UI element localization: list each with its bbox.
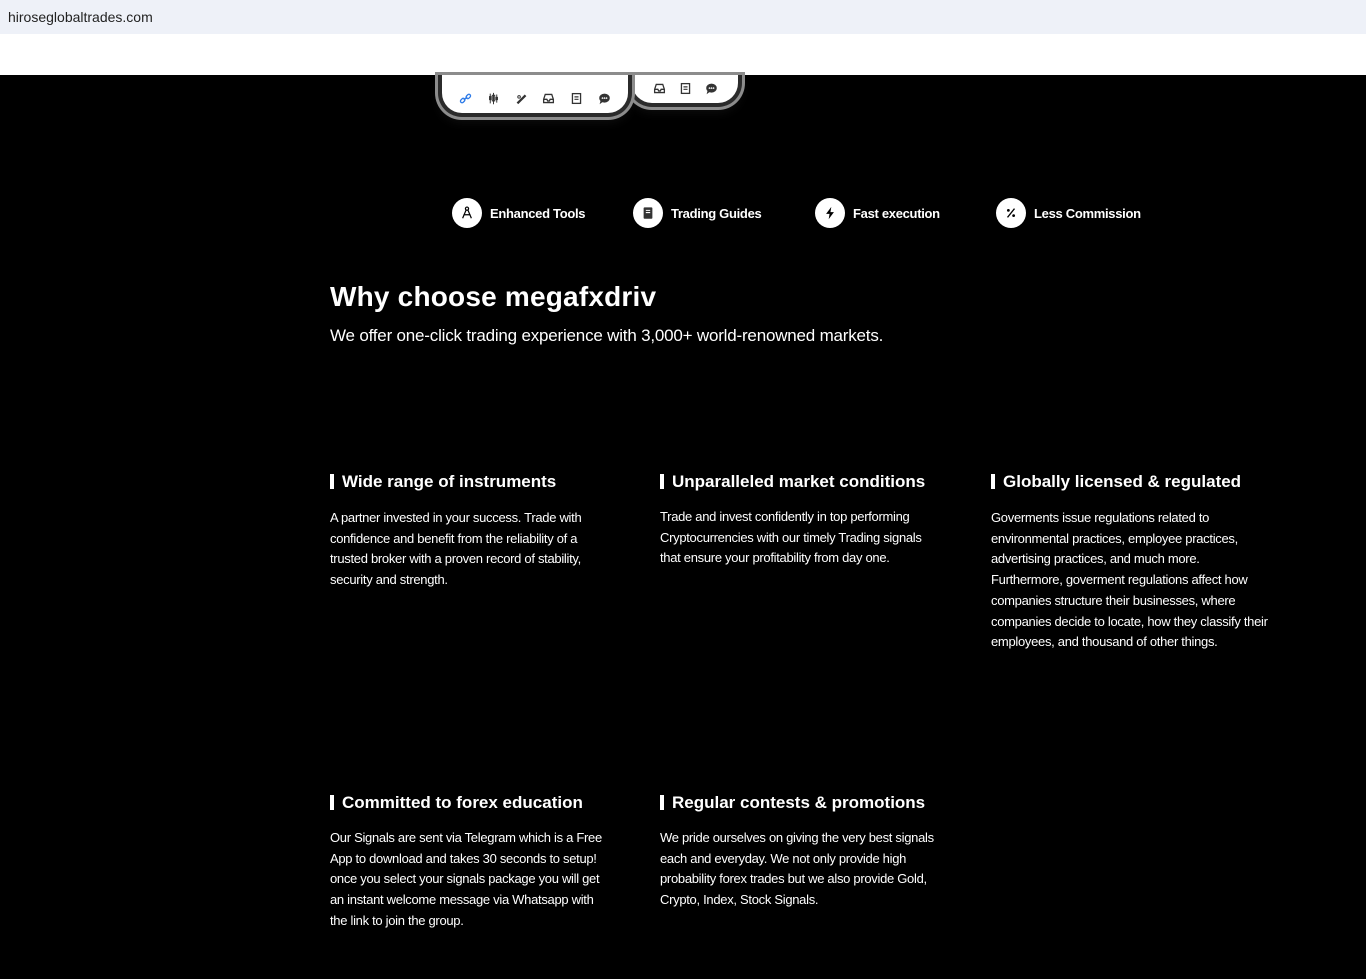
card-text: Trade and invest confidently in top performing Cryptocurrencies with our timely Trading signals that ensure your profitability from day one. xyxy=(660,509,922,566)
phone-mockup-back xyxy=(628,75,742,107)
receipt-icon xyxy=(569,91,583,105)
title-accent-bar xyxy=(660,474,664,489)
title-accent-bar xyxy=(330,474,334,489)
feature-label: Less Commission xyxy=(1034,205,1141,221)
candlestick-icon xyxy=(486,91,500,105)
feature-card-education xyxy=(330,793,610,932)
link-icon xyxy=(459,91,473,105)
card-title: Unparalleled market conditions xyxy=(660,472,945,492)
url-text[interactable]: hiroseglobaltrades.com xyxy=(8,9,153,25)
feature-card-regulated xyxy=(991,472,1271,653)
feature-label: Enhanced Tools xyxy=(490,205,586,221)
phone-mockup-front xyxy=(438,75,632,117)
card-text: A partner invested in your success. Trade with confidence and benefit from the reliability of a trusted broker with a proven record of stability, security and strength. xyxy=(330,510,582,588)
inbox-icon xyxy=(542,91,556,105)
pen-icon xyxy=(514,91,528,105)
compass-icon xyxy=(452,198,482,228)
feature-fast-execution xyxy=(815,197,940,229)
bolt-icon xyxy=(815,198,845,228)
address-bar[interactable] xyxy=(0,0,1366,34)
card-title: Wide range of instruments xyxy=(330,472,610,492)
feature-enhanced-tools xyxy=(452,197,585,229)
feature-label: Trading Guides xyxy=(671,205,762,221)
card-title: Regular contests & promotions xyxy=(660,793,945,813)
card-title: Committed to forex education xyxy=(330,793,610,813)
feature-less-commission xyxy=(996,197,1141,229)
features-row xyxy=(0,197,1366,229)
title-accent-bar xyxy=(660,795,664,810)
main-content xyxy=(0,75,1366,979)
card-title: Globally licensed & regulated xyxy=(991,472,1271,492)
feature-label: Fast execution xyxy=(853,205,940,221)
title-accent-bar xyxy=(991,474,995,489)
feature-card-contests xyxy=(660,793,945,911)
chat-icon xyxy=(597,91,611,105)
card-text: Our Signals are sent via Telegram which is a Free App to download and takes 30 seconds to setup! once you select your signals package you will get an instant welcome message via Whatsapp with the link to join the group. xyxy=(330,830,602,928)
section-subtitle: We offer one-click trading experience with 3,000+ world-renowned markets. xyxy=(330,326,884,345)
chat-icon xyxy=(704,81,718,95)
page-header-strip xyxy=(0,34,1366,75)
receipt-icon xyxy=(678,81,692,95)
section-title: Why choose megafxdriv xyxy=(330,281,657,312)
feature-trading-guides xyxy=(633,197,761,229)
card-text: We pride ourselves on giving the very best signals each and everyday. We not only provide high probability forex trades but we also provide Gold, Crypto, Index, Stock Signals. xyxy=(660,830,934,908)
percent-icon xyxy=(996,198,1026,228)
feature-card-market-conditions xyxy=(660,472,945,569)
card-text: Goverments issue regulations related to environmental practices, employee practices, advertising practices, and much more. Furthermore, goverment regulations affect how companies structure their businesses, where companies decide to locate, how they classify their employees, and thousand of other things. xyxy=(991,510,1268,650)
book-icon xyxy=(633,198,663,228)
title-accent-bar xyxy=(330,795,334,810)
feature-card-instruments xyxy=(330,472,610,591)
inbox-icon xyxy=(652,81,666,95)
